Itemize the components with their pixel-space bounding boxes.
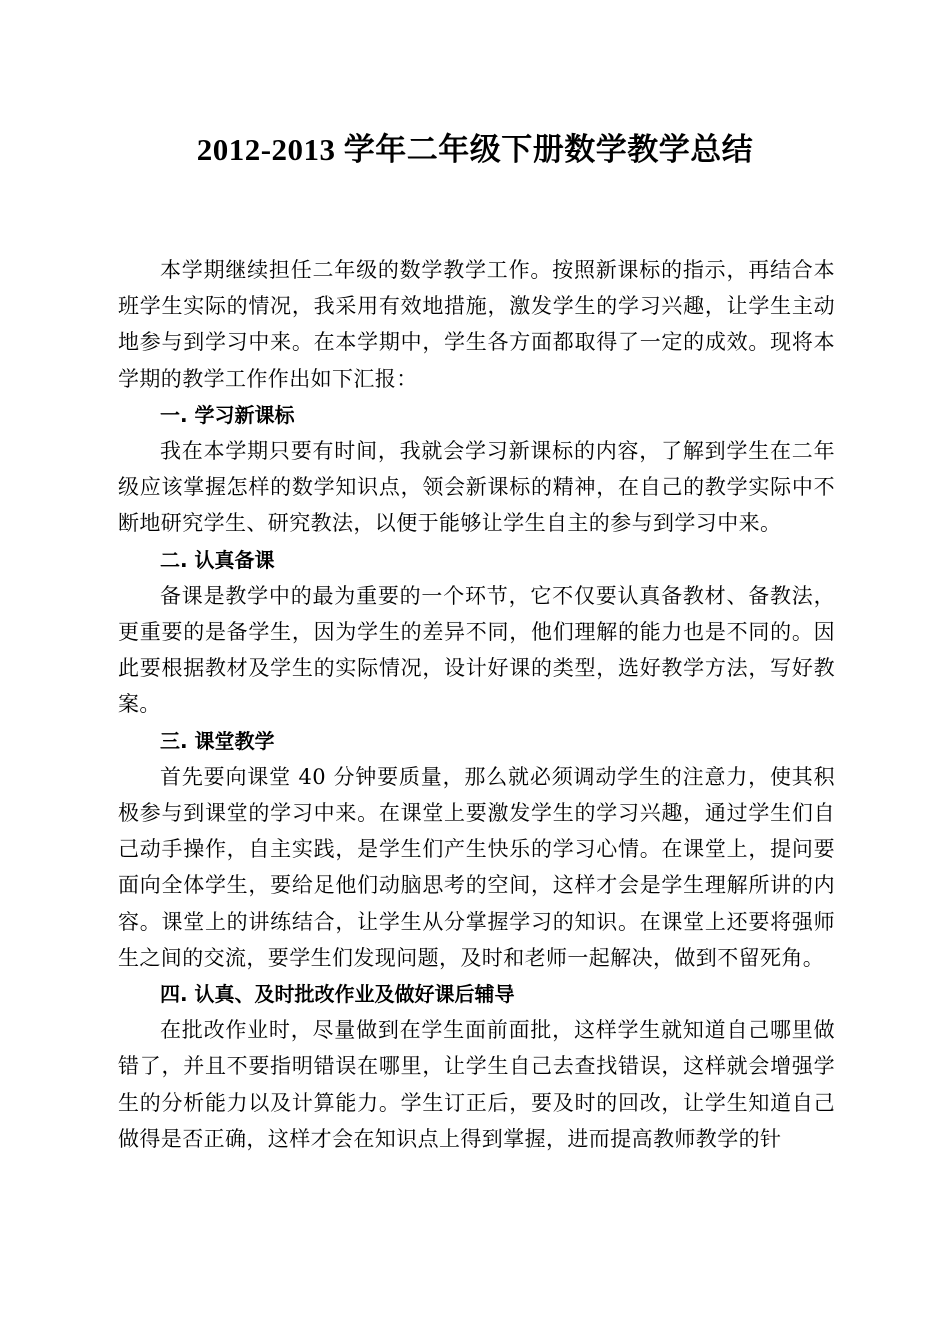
document-body [118, 252, 835, 1157]
section-paragraph-2: 备课是教学中的最为重要的一个环节，它不仅要认真备教材、备教法，更重要的是备学生，因为学生的差异不同，他们理解的能力也是不同的。因此要根据教材及学生的实际情况，设计好课的类型，选好教学方法，写好教案。 [118, 583, 835, 717]
section-heading-1: 一. 学习新课标 [160, 402, 295, 427]
section-paragraph-4: 在批改作业时，尽量做到在学生面前面批，这样学生就知道自己哪里做错了，并且不要指明错误在哪里，让学生自己去查找错误，这样就会增强学生的分析能力以及计算能力。学生订正后，要及时的回改，让学生知道自己做得是否正确，这样才会在知识点上得到掌握，进而提高教师教学的针 [118, 1018, 835, 1151]
section-paragraph-3: 首先要向课堂 40 分钟要质量，那么就必须调动学生的注意力，使其积极参与到课堂的学习中来。在课堂上要激发学生的学习兴趣，通过学生们自己动手操作，自主实践，是学生们产生快乐的学习心情。在课堂上，提问要面向全体学生，要给足他们动脑思考的空间，这样才会是学生理解所讲的内容。课堂上的讲练结合，让学生从分掌握学习的知识。在课堂上还要将强师生之间的交流，要学生们发现问题，及时和老师一起解决，做到不留死角。 [118, 764, 835, 970]
section-heading-2: 二. 认真备课 [160, 547, 275, 572]
section-heading-4: 四. 认真、及时批改作业及做好课后辅导 [160, 982, 515, 1007]
section-paragraph-1: 我在本学期只要有时间，我就会学习新课标的内容，了解到学生在二年级应该掌握怎样的数学知识点，领会新课标的精神，在自己的教学实际中不断地研究学生、研究教法，以便于能够让学生自主的参与到学习中来。 [118, 439, 835, 536]
document-title: 2012-2013 学年二年级下册数学教学总结 [196, 132, 754, 167]
section-heading-3: 三. 课堂教学 [160, 728, 275, 753]
intro-paragraph: 本学期继续担任二年级的数学教学工作。按照新课标的指示，再结合本班学生实际的情况，我采用有效地措施，激发学生的学习兴趣，让学生主动地参与到学习中来。在本学期中，学生各方面都取得了一定的成效。现将本学期的教学工作作出如下汇报： [118, 258, 835, 391]
